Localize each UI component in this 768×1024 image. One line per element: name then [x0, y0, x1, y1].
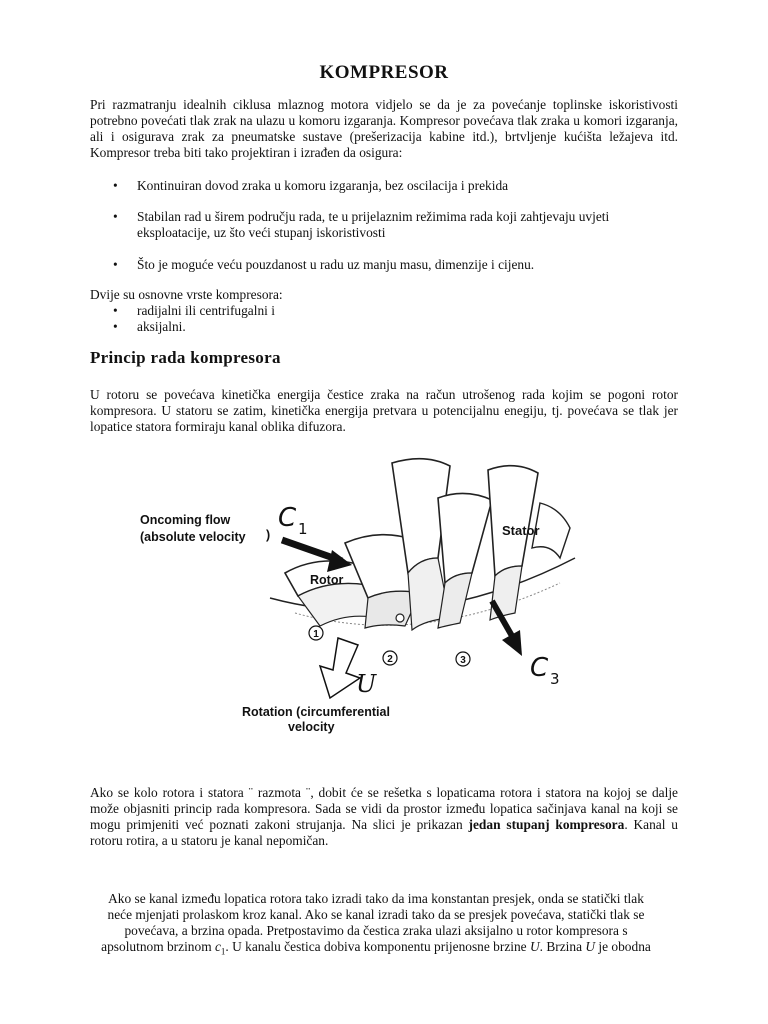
after-figure-text: Ako se kolo rotora i statora ¨ razmota ¨, dobit će se rešetka s lopaticama rotora i statora na kojoj se dalje može objasniti princip rada kompresora. Sada se vidi da prostor između lopatica sačinjava kanal na koji se mogu primjeniti već poznati zakoni strujanja. Na slici je prikazan: [90, 785, 678, 832]
requirement-text: Što je moguće veću pouzdanost u radu uz manju masu, dimenzije i cijenu.: [137, 257, 535, 272]
section-heading: Princip rada kompresora: [90, 348, 281, 367]
closing-paragraph: [66, 891, 686, 960]
station-3-label: 3: [460, 655, 466, 666]
stage-emphasis: jedan stupanj kompresora: [468, 817, 625, 832]
station-1-label: 1: [313, 629, 319, 640]
closing-line: Ako se kanal između lopatica rotora tako izradi tako da ima konstantan presjek, onda se statički tlak: [108, 891, 644, 906]
c1-subscript: 1: [298, 520, 308, 538]
u-label: U: [356, 670, 377, 698]
bullet-icon: •: [113, 209, 118, 224]
after-figure-paragraph: [90, 785, 678, 849]
absolute-velocity-paren: ): [266, 528, 271, 542]
circumferential-velocity-label: velocity: [288, 720, 335, 734]
rotor-label: Rotor: [310, 573, 344, 587]
station-2-label: 2: [387, 654, 393, 665]
closing-text: . U kanalu čestica dobiva komponentu prijenosne brzine: [225, 939, 530, 954]
c1-label: C: [278, 503, 297, 533]
page-title: KOMPRESOR: [319, 62, 449, 83]
types-intro: Dvije su osnovne vrste kompresora:: [90, 287, 283, 302]
principle-paragraph: U rotoru se povećava kinetička energija čestice zraka na račun utrošenog rada kojim se pogoni rotor kompresora. U statoru se zatim, kinetička energija pretvara u potencijalnu enegiju, tj. povećava se tlak jer lopatice statora formiraju kanal oblika difuzora.: [90, 387, 678, 434]
requirement-text: Stabilan rad u širem području rada, te u prijelaznim režimima rada koji zahtjevaju uvjeti eksploatacije, uz što veći stupanj iskoristivosti: [137, 209, 610, 240]
closing-line: [66, 939, 686, 960]
bullet-icon: •: [113, 178, 118, 193]
c1-symbol-subscript: 1: [220, 946, 226, 957]
rotation-label: Rotation (circumferential: [242, 705, 390, 719]
closing-text: apsolutnom brzinom: [101, 939, 215, 954]
closing-line: neće mjenjati prolaskom kroz kanal. Ako se kanal izradi tako da se presjek povećava, statički tlak se: [107, 907, 645, 922]
bullet-icon: •: [113, 303, 118, 318]
flow-particle: [396, 614, 404, 622]
intro-paragraph: Pri razmatranju idealnih ciklusa mlaznog motora vidjelo se da je za povećanje toplinske iskoristivosti potrebno povećati tlak zrak na ulazu u komoru izgaranja. Kompresor povećava tlak zraka u komori izgaranja, ali i osigurava zrak za pneumatske sustave (prešerizacija kabine itd.), brtvljenje kućišta ležajeva itd. Kompresor treba biti tako projektiran i izrađen da osigura:: [90, 97, 678, 160]
closing-line: povećava, a brzina opada. Pretpostavimo da čestica zraka ulazi aksijalno u rotor kompresora s: [124, 923, 628, 938]
type-text: aksijalni.: [137, 319, 186, 334]
after-figure-text-end: . Kanal u rotoru rotira, a u statoru je kanal nepomičan.: [90, 817, 679, 848]
type-item: [113, 319, 186, 335]
stator-blade: [488, 466, 538, 576]
bullet-icon: •: [113, 319, 118, 334]
closing-text: . Brzina: [539, 939, 586, 954]
c3-label: C: [530, 653, 549, 683]
u-symbol: U: [585, 939, 596, 954]
type-text: radijalni ili centrifugalni i: [137, 303, 275, 318]
u-arrow-icon: [320, 638, 360, 698]
closing-text: je obodna: [595, 939, 651, 954]
requirement-item: [113, 257, 653, 273]
absolute-velocity-label: (absolute velocity: [140, 530, 246, 544]
stator-blade: [438, 493, 492, 583]
c3-subscript: 3: [550, 670, 560, 688]
requirement-item: [113, 209, 653, 241]
compressor-stage-figure: [120, 448, 590, 748]
oncoming-flow-label: Oncoming flow: [140, 513, 231, 527]
c1-symbol: c: [214, 939, 221, 954]
u-symbol: U: [529, 939, 540, 954]
bullet-icon: •: [113, 257, 118, 272]
requirement-item: [113, 178, 653, 194]
stator-label: Stator: [502, 523, 540, 538]
type-item: [113, 303, 275, 319]
requirement-text: Kontinuiran dovod zraka u komoru izgaranja, bez oscilacija i prekida: [137, 178, 509, 193]
